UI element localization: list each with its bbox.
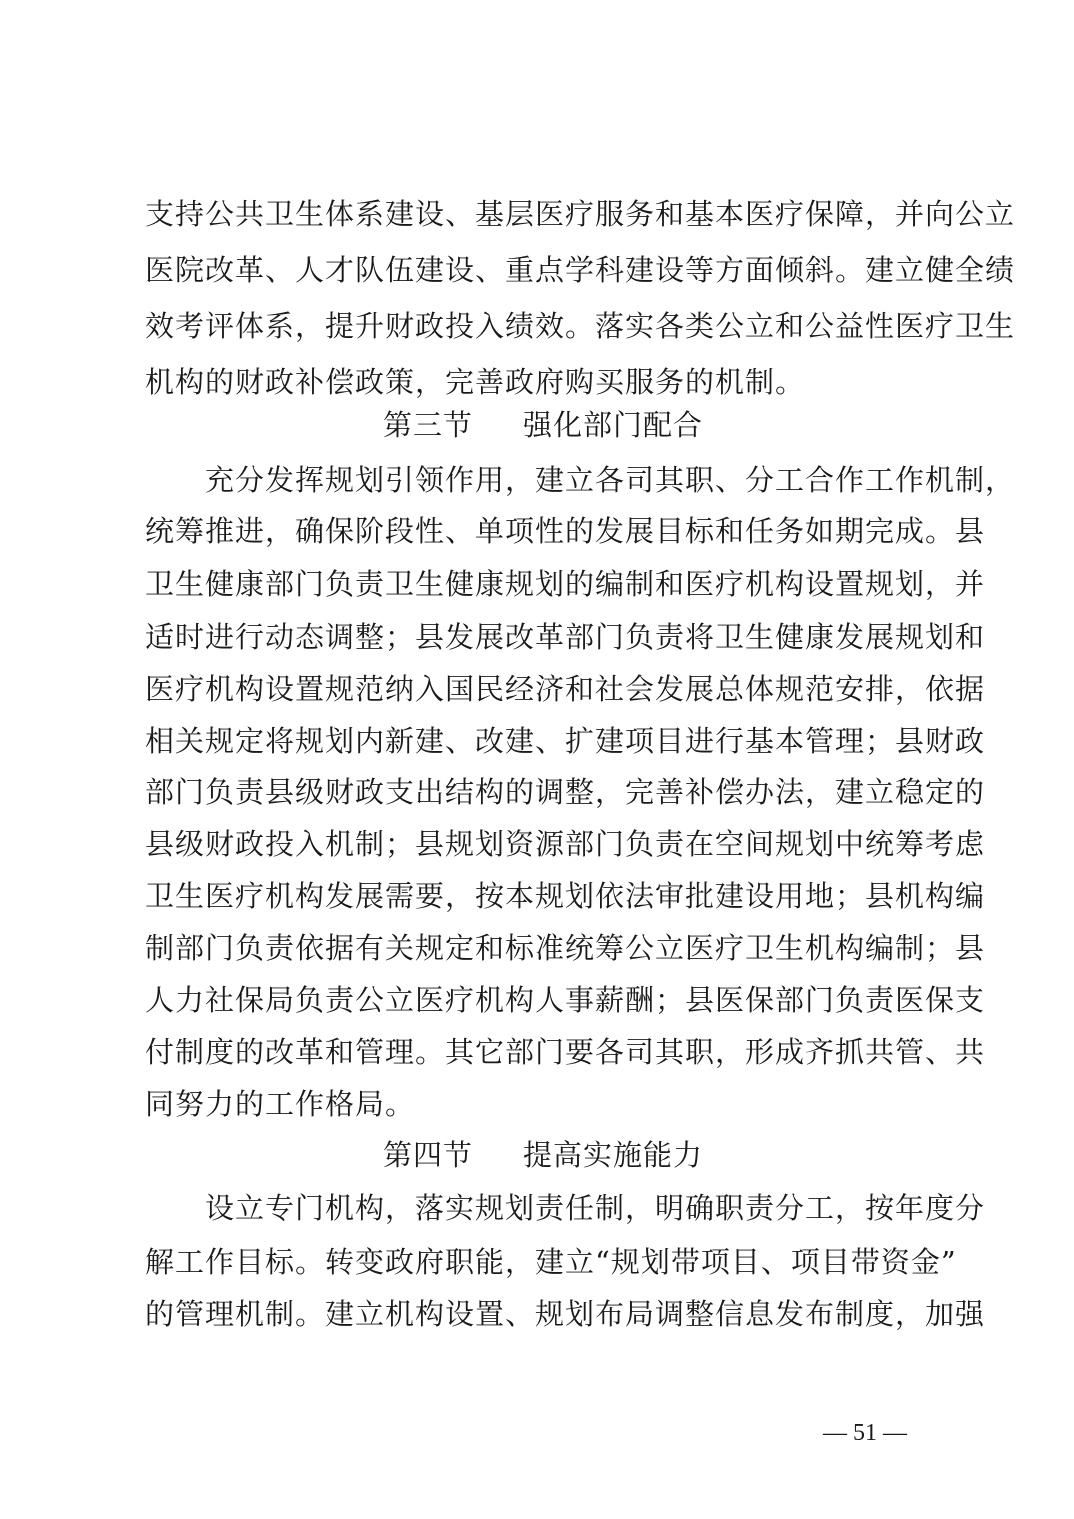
body-line: 同努力的工作格局。 bbox=[145, 1087, 416, 1121]
body-line: 适时进行动态调整；县发展改革部门负责将卫生健康发展规划和 bbox=[145, 620, 986, 654]
body-line: 人力社保局负责公立医疗机构人事薪酬；县医保部门负责医保支 bbox=[145, 983, 986, 1017]
page-number: — 51 — bbox=[823, 1420, 907, 1446]
section-title: 强化部门配合 bbox=[523, 408, 704, 442]
body-line: 机构的财政补偿政策，完善政府购买服务的机制。 bbox=[145, 365, 806, 399]
body-line: 设立专门机构，落实规划责任制，明确职责分工，按年度分 bbox=[205, 1191, 986, 1225]
body-line: 制部门负责依据有关规定和标准统筹公立医疗卫生机构编制；县 bbox=[145, 931, 986, 965]
body-line: 支持公共卫生体系建设、基层医疗服务和基本医疗保障，并向公立 bbox=[145, 197, 1016, 231]
body-line: 的管理机制。建立机构设置、规划布局调整信息发布制度，加强 bbox=[145, 1297, 986, 1331]
body-line: 卫生健康部门负责卫生健康规划的编制和医疗机构设置规划，并 bbox=[145, 567, 986, 601]
section-heading bbox=[145, 1127, 941, 1183]
section-heading bbox=[145, 397, 941, 453]
body-line: 医疗机构设置规范纳入国民经济和社会发展总体规范安排，依据 bbox=[145, 672, 986, 706]
body-line: 医院改革、人才队伍建设、重点学科建设等方面倾斜。建立健全绩 bbox=[145, 253, 1016, 287]
section-number: 第四节 bbox=[382, 1138, 473, 1172]
document-page bbox=[145, 0, 1016, 1519]
body-line: 统筹推进，确保阶段性、单项性的发展目标和任务如期完成。县 bbox=[145, 514, 986, 548]
body-line: 付制度的改革和管理。其它部门要各司其职，形成齐抓共管、共 bbox=[145, 1035, 986, 1069]
body-line: 部门负责县级财政支出结构的调整，完善补偿办法，建立稳定的 bbox=[145, 775, 986, 809]
body-line: 效考评体系，提升财政投入绩效。落实各类公立和公益性医疗卫生 bbox=[145, 309, 1016, 343]
body-line: 相关规定将规划内新建、改建、扩建项目进行基本管理；县财政 bbox=[145, 724, 986, 758]
section-number: 第三节 bbox=[382, 408, 473, 442]
body-line: 充分发挥规划引领作用，建立各司其职、分工合作工作机制， bbox=[205, 463, 1016, 497]
section-title: 提高实施能力 bbox=[523, 1138, 704, 1172]
body-line: 解工作目标。转变政府职能，建立“规划带项目、项目带资金” bbox=[145, 1245, 957, 1279]
body-line: 卫生医疗机构发展需要，按本规划依法审批建设用地；县机构编 bbox=[145, 879, 986, 913]
body-line: 县级财政投入机制；县规划资源部门负责在空间规划中统筹考虑 bbox=[145, 827, 986, 861]
